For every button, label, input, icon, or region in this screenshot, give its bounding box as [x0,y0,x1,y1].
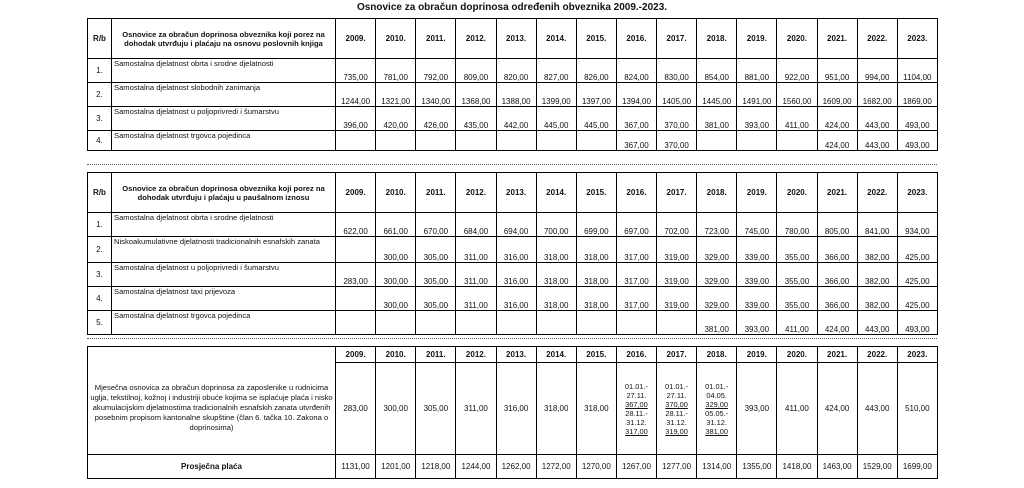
value-cell: 1262,00 [496,455,536,479]
value-cell: 305,00 [416,363,456,455]
period-line: 317,00 [625,426,648,436]
value-cell: 318,00 [536,287,576,311]
blank-header-cell [88,347,336,363]
value-cell: 1394,00 [616,83,656,107]
row-number: 4. [88,287,112,311]
value-cell: 841,00 [857,213,897,237]
page-title: Osnovice za obračun doprinosa određenih obveznika 2009.-2023. [356,2,668,13]
value-cell: 355,00 [777,263,817,287]
average-salary-label: Prosječna plaća [88,455,336,479]
value-cell: 318,00 [576,287,616,311]
value-cell: 396,00 [336,107,376,131]
table-row [88,363,938,455]
value-cell: 329,00 [697,263,737,287]
value-cell: 670,00 [416,213,456,237]
value-cell: 311,00 [456,287,496,311]
value-cell: 435,00 [456,107,496,131]
value-cell: 493,00 [897,107,937,131]
value-cell: 339,00 [737,237,777,263]
value-cell: 510,00 [897,363,937,455]
period-line: 01.01.- [665,381,689,391]
table-row [88,107,938,131]
value-cell: 1355,00 [737,455,777,479]
value-cell [496,131,536,151]
value-cell: 827,00 [536,59,576,83]
year-header: 2018. [697,347,737,363]
value-cell: 329,00 [697,287,737,311]
row-number: 3. [88,263,112,287]
value-cell [456,311,496,335]
value-cell: 702,00 [657,213,697,237]
row-number: 2. [88,237,112,263]
value-cell [376,131,416,151]
value-cell: 366,00 [817,237,857,263]
table-poslovne-knjige [87,18,938,151]
value-cell: 424,00 [817,131,857,151]
year-header: 2011. [416,347,456,363]
period-line: 01.01.- [624,381,648,391]
value-cell: 311,00 [456,237,496,263]
year-header: 2016. [616,347,656,363]
row-label: Samostalna djelatnost obrta i srodne djelatnosti [112,213,336,237]
value-cell: 1869,00 [897,83,937,107]
value-cell: 424,00 [817,107,857,131]
row-number: 1. [88,59,112,83]
value-cell: 994,00 [857,59,897,83]
value-cell: 426,00 [416,107,456,131]
split-period-cell [697,363,737,455]
period-line: 370,00 [665,399,688,409]
value-cell: 1218,00 [416,455,456,479]
year-header: 2020. [777,347,817,363]
value-cell: 1267,00 [616,455,656,479]
value-cell: 339,00 [737,263,777,287]
row-number: 4. [88,131,112,151]
year-header: 2020. [777,19,817,59]
year-header: 2018. [697,19,737,59]
year-header: 2022. [857,19,897,59]
value-cell: 316,00 [496,263,536,287]
value-cell [536,131,576,151]
header-row [88,19,938,59]
value-cell: 411,00 [777,363,817,455]
value-cell: 781,00 [376,59,416,83]
value-cell: 1277,00 [657,455,697,479]
value-cell: 381,00 [697,311,737,335]
value-cell: 1272,00 [536,455,576,479]
value-cell: 1314,00 [697,455,737,479]
table-row [88,263,938,287]
period-line: 31.12. [626,417,647,427]
value-cell: 699,00 [576,213,616,237]
rb-header: R/b [88,19,112,59]
value-cell: 425,00 [897,237,937,263]
section-divider [87,338,937,340]
row-label: Samostalna djelatnost trgovca pojedinca [112,131,336,151]
row-number: 2. [88,83,112,107]
value-cell [616,311,656,335]
value-cell: 311,00 [456,263,496,287]
year-header: 2013. [496,19,536,59]
year-header: 2019. [737,173,777,213]
year-header: 2022. [857,347,897,363]
value-cell [336,237,376,263]
year-header: 2014. [536,19,576,59]
row-label: Samostalna djelatnost obrta i srodne djelatnosti [112,59,336,83]
value-cell: 318,00 [576,237,616,263]
value-cell: 1529,00 [857,455,897,479]
value-cell: 319,00 [657,237,697,263]
period-line: 329,00 [705,399,728,409]
year-header: 2017. [657,19,697,59]
year-header: 2015. [576,19,616,59]
value-cell: 694,00 [496,213,536,237]
year-header: 2011. [416,173,456,213]
year-header: 2023. [897,19,937,59]
rb-header: R/b [88,173,112,213]
value-cell: 317,00 [616,263,656,287]
value-cell [697,131,737,151]
year-header: 2013. [496,173,536,213]
value-cell: 425,00 [897,287,937,311]
value-cell: 1682,00 [857,83,897,107]
value-cell: 1104,00 [897,59,937,83]
value-cell: 1418,00 [777,455,817,479]
year-header: 2009. [336,173,376,213]
value-cell: 411,00 [777,107,817,131]
year-header: 2011. [416,19,456,59]
year-header: 2012. [456,173,496,213]
year-header: 2017. [657,173,697,213]
value-cell: 780,00 [777,213,817,237]
period-line: 28.11.- [625,408,648,418]
year-header: 2009. [336,347,376,363]
value-cell: 311,00 [456,363,496,455]
value-cell: 684,00 [456,213,496,237]
value-cell: 411,00 [777,311,817,335]
row-description: Mjesečna osnovica za obračun doprinosa za zaposlenike u rudnicima uglja, tekstilnoj, kožnoj i industriji obuće kojima se isplaćuje plaća i nisko akumulacijskim djelatnostima tradicionalnih esnafskih zanata utvrđenih posebnim propisom kantonalne skupštine (član 6. tačka 10. Zakona o doprinosima) [88,363,336,455]
value-cell: 622,00 [336,213,376,237]
period-line: 27.11. [666,390,687,400]
column-header-description: Osnovice za obračun doprinosa obveznika koji porez na dohodak utvrđuju i plaćaju na osnovu poslovnih knjiga [112,19,336,59]
value-cell: 317,00 [616,287,656,311]
value-cell: 1399,00 [536,83,576,107]
value-cell: 826,00 [576,59,616,83]
row-label: Niskoakumulativne djelatnosti tradicionalnih esnafskih zanata [112,237,336,263]
value-cell [336,287,376,311]
value-cell: 318,00 [536,237,576,263]
value-cell: 493,00 [897,131,937,151]
year-header: 2016. [616,173,656,213]
value-cell: 830,00 [657,59,697,83]
value-cell: 1321,00 [376,83,416,107]
row-number: 5. [88,311,112,335]
value-cell: 382,00 [857,237,897,263]
row-label: Samostalna djelatnost u poljoprivredi i šumarstvu [112,107,336,131]
value-cell: 854,00 [697,59,737,83]
value-cell: 700,00 [536,213,576,237]
table-row [88,59,938,83]
period-line: 319,00 [665,426,688,436]
value-cell: 1131,00 [336,455,376,479]
period-line: 28.11.- [665,408,688,418]
value-cell: 393,00 [737,363,777,455]
period-line: 367,00 [625,399,648,409]
value-cell: 370,00 [657,107,697,131]
value-cell: 493,00 [897,311,937,335]
year-header: 2014. [536,347,576,363]
value-cell: 319,00 [657,287,697,311]
header-row [88,347,938,363]
value-cell: 1463,00 [817,455,857,479]
value-cell: 443,00 [857,131,897,151]
row-number: 3. [88,107,112,131]
value-cell: 661,00 [376,213,416,237]
value-cell: 355,00 [777,287,817,311]
value-cell: 300,00 [376,287,416,311]
average-salary-row [88,455,938,479]
row-label: Samostalna djelatnost trgovca pojedinca [112,311,336,335]
value-cell: 300,00 [376,263,416,287]
value-cell: 443,00 [857,363,897,455]
year-header: 2023. [897,347,937,363]
value-cell: 339,00 [737,287,777,311]
split-period-cell [657,363,697,455]
row-number: 1. [88,213,112,237]
value-cell: 1405,00 [657,83,697,107]
value-cell: 1491,00 [737,83,777,107]
value-cell: 445,00 [536,107,576,131]
value-cell: 367,00 [616,131,656,151]
table-row [88,311,938,335]
year-header: 2019. [737,347,777,363]
year-header: 2020. [777,173,817,213]
year-header: 2021. [817,173,857,213]
value-cell: 393,00 [737,107,777,131]
table-row [88,213,938,237]
value-cell: 370,00 [657,131,697,151]
value-cell [777,131,817,151]
value-cell [416,311,456,335]
value-cell [737,131,777,151]
year-header: 2018. [697,173,737,213]
value-cell: 305,00 [416,287,456,311]
value-cell: 316,00 [496,363,536,455]
value-cell [657,311,697,335]
value-cell: 881,00 [737,59,777,83]
value-cell: 424,00 [817,311,857,335]
value-cell: 1388,00 [496,83,536,107]
value-cell: 820,00 [496,59,536,83]
value-cell: 300,00 [376,363,416,455]
period-line: 04.05. [706,390,727,400]
value-cell: 934,00 [897,213,937,237]
year-header: 2012. [456,19,496,59]
period-line: 05.05.- [705,408,729,418]
value-cell: 805,00 [817,213,857,237]
value-cell: 442,00 [496,107,536,131]
value-cell: 809,00 [456,59,496,83]
period-line: 381,00 [705,426,728,436]
table-row [88,131,938,151]
value-cell: 318,00 [576,263,616,287]
value-cell: 445,00 [576,107,616,131]
value-cell: 382,00 [857,287,897,311]
year-header: 2013. [496,347,536,363]
year-header: 2016. [616,19,656,59]
value-cell: 1445,00 [697,83,737,107]
value-cell [496,311,536,335]
value-cell: 316,00 [496,287,536,311]
value-cell: 443,00 [857,107,897,131]
value-cell: 316,00 [496,237,536,263]
row-label: Samostalna djelatnost taxi prijevoza [112,287,336,311]
value-cell: 366,00 [817,287,857,311]
value-cell [576,311,616,335]
year-header: 2014. [536,173,576,213]
value-cell: 922,00 [777,59,817,83]
split-period-cell [616,363,656,455]
value-cell: 319,00 [657,263,697,287]
value-cell [456,131,496,151]
value-cell: 697,00 [616,213,656,237]
value-cell: 367,00 [616,107,656,131]
value-cell: 443,00 [857,311,897,335]
year-header: 2009. [336,19,376,59]
period-line: 01.01.- [705,381,729,391]
column-header-description: Osnovice za obračun doprinosa obveznika koji porez na dohodak utvrđuju i plaćaju u paušalnom iznosu [112,173,336,213]
value-cell: 366,00 [817,263,857,287]
value-cell: 1244,00 [336,83,376,107]
value-cell [376,311,416,335]
value-cell: 1201,00 [376,455,416,479]
period-line: 31.12. [706,417,727,427]
value-cell [416,131,456,151]
value-cell: 1270,00 [576,455,616,479]
value-cell: 1609,00 [817,83,857,107]
value-cell [536,311,576,335]
period-line: 31.12. [666,417,687,427]
section-divider [87,164,937,166]
table-mjesecna-osnovica [87,346,938,479]
year-header: 2010. [376,347,416,363]
value-cell: 1560,00 [777,83,817,107]
year-header: 2012. [456,347,496,363]
table-row [88,237,938,263]
period-line: 27.11. [626,390,647,400]
value-cell: 318,00 [536,263,576,287]
year-header: 2023. [897,173,937,213]
year-header: 2017. [657,347,697,363]
year-header: 2021. [817,19,857,59]
value-cell: 425,00 [897,263,937,287]
year-header: 2022. [857,173,897,213]
value-cell: 824,00 [616,59,656,83]
value-cell: 735,00 [336,59,376,83]
value-cell: 723,00 [697,213,737,237]
table-row [88,287,938,311]
value-cell: 420,00 [376,107,416,131]
value-cell [336,131,376,151]
value-cell: 329,00 [697,237,737,263]
value-cell [336,311,376,335]
value-cell: 283,00 [336,363,376,455]
value-cell: 317,00 [616,237,656,263]
value-cell: 283,00 [336,263,376,287]
value-cell [576,131,616,151]
row-label: Samostalna djelatnost slobodnih zanimanja [112,83,336,107]
header-row [88,173,938,213]
row-label: Samostalna djelatnost u poljoprivredi i šumarstvu [112,263,336,287]
year-header: 2019. [737,19,777,59]
value-cell: 1397,00 [576,83,616,107]
value-cell: 318,00 [576,363,616,455]
value-cell: 305,00 [416,237,456,263]
value-cell: 951,00 [817,59,857,83]
value-cell: 381,00 [697,107,737,131]
year-header: 2015. [576,347,616,363]
value-cell: 745,00 [737,213,777,237]
value-cell: 1340,00 [416,83,456,107]
year-header: 2010. [376,173,416,213]
table-row [88,83,938,107]
value-cell: 355,00 [777,237,817,263]
value-cell: 300,00 [376,237,416,263]
year-header: 2021. [817,347,857,363]
year-header: 2015. [576,173,616,213]
year-header: 2010. [376,19,416,59]
value-cell: 424,00 [817,363,857,455]
table-pausalni-iznos [87,172,938,335]
value-cell: 382,00 [857,263,897,287]
value-cell: 1244,00 [456,455,496,479]
value-cell: 393,00 [737,311,777,335]
value-cell: 318,00 [536,363,576,455]
value-cell: 792,00 [416,59,456,83]
value-cell: 1699,00 [897,455,937,479]
value-cell: 305,00 [416,263,456,287]
value-cell: 1368,00 [456,83,496,107]
